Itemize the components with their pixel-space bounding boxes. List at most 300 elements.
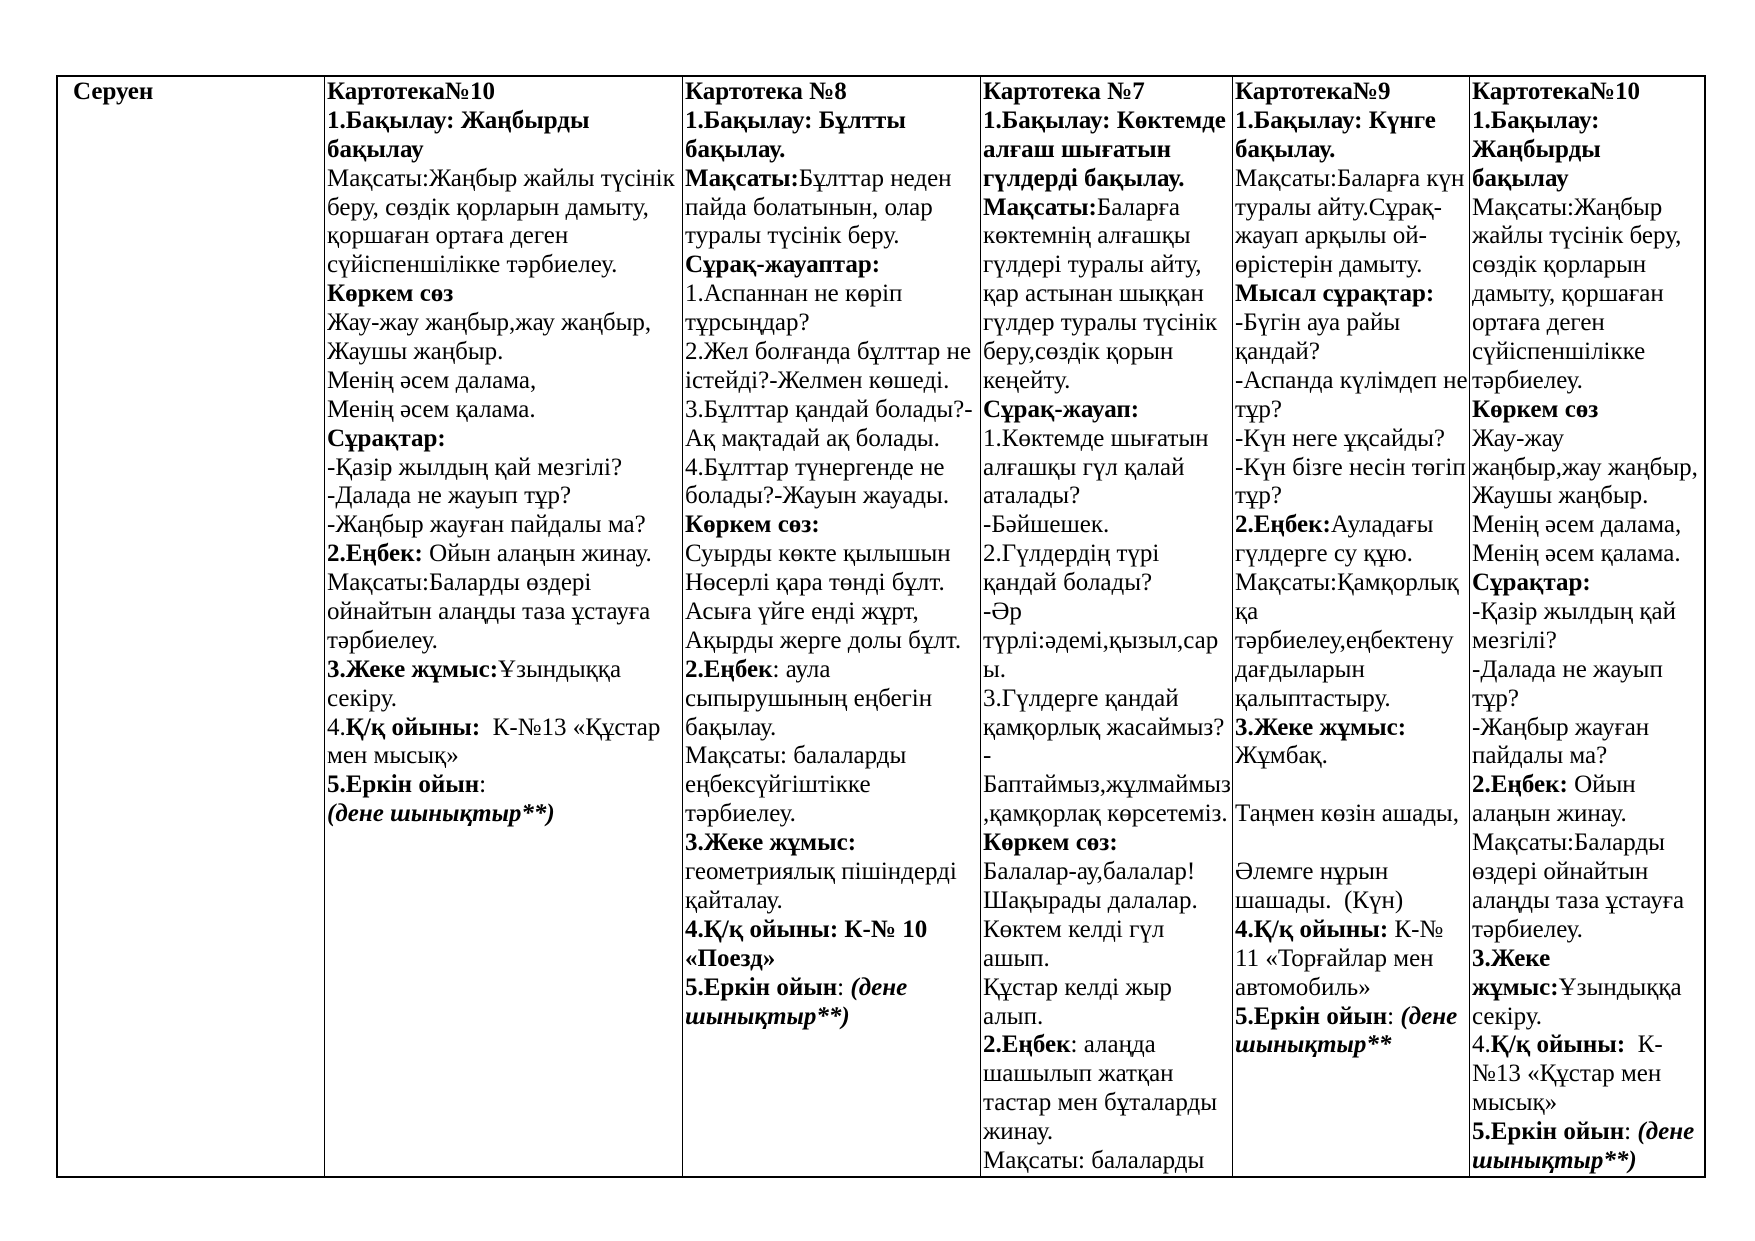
text-line [1472,482,1703,511]
text-run: -Жаңбыр жауған пайдалы ма? [327,511,646,539]
text-line [327,800,681,829]
text-run: Қ/қ ойыны: [345,713,481,741]
text-run: бақылау. [1235,135,1336,163]
text-line [685,511,979,540]
text-line [685,569,979,598]
text-run: тәрбиелеу. [1472,366,1583,394]
text-line [1472,916,1703,945]
text-run: 2.Еңбек: [1235,511,1331,539]
text-line [983,656,1231,685]
text-line [1235,598,1468,627]
text-run: жұмыс: [1472,973,1559,1001]
text-run: 3.Жеке жұмыс: [1235,713,1407,741]
text-line [1472,540,1703,569]
text-line [1472,974,1703,1003]
text-run: қандай болады? [983,569,1153,597]
text-run: тұр? [1472,684,1520,712]
text-line [685,482,979,511]
text-run: Мақсаты: балаларды [685,742,907,770]
text-line [685,136,979,165]
text-run: өздері ойнайтын [1472,858,1649,886]
text-line [685,309,979,338]
text-run: шынықтыр** [1235,1031,1392,1059]
text-line [685,916,979,945]
text-run: К-№ [1388,915,1444,943]
text-run: Жаңбырды [1472,135,1601,163]
text-line [1472,771,1703,800]
text-run: шашады. (Күн) [1235,886,1404,914]
text-run: шынықтыр**) [685,1002,850,1030]
text-run: өрістерін дамыту. [1235,251,1423,279]
text-line [1472,569,1703,598]
text-line [1472,280,1703,309]
text-line [685,107,979,136]
text-run: Менің әсем қалама. [1472,540,1681,568]
text-run: 2.Жел болғанда бұлттар не [685,338,972,366]
text-run: дамыту, қоршаған [1472,280,1664,308]
text-line [1235,194,1468,223]
text-run: жайлы түсінік беру, [1472,222,1682,250]
text-run: Ойын алаңын жинау. [422,540,652,568]
text-run: Ұзындыққа [498,655,622,683]
text-line [1235,945,1468,974]
text-line [1235,425,1468,454]
text-run: -Күн неге ұқсайды? [1235,424,1446,452]
text-run: 5.Еркін ойын [1472,1118,1625,1146]
text-run: Ойын [1567,771,1636,799]
text-run: алаңын жинау. [1472,800,1627,828]
text-run: Нөсерлі қара төнді бұлт. [685,569,945,597]
text-line [1472,338,1703,367]
text-run: тұр? [1235,395,1283,423]
text-line [1472,396,1703,425]
text-line [983,598,1231,627]
text-line [983,482,1231,511]
text-run: -Қазір жылдың қай [1472,598,1676,626]
text-line [1472,1031,1703,1060]
text-run: еңбексүйгіштікке [685,771,871,799]
text-line [1235,1003,1468,1032]
text-line [327,107,681,136]
text-line [327,425,681,454]
text-run: Мақсаты:Жаңбыр [1472,193,1663,221]
text-run: -Қазір жылдың қай мезгілі? [327,453,623,481]
text-run: 2.Гүлдердің түрі [983,540,1160,568]
text-line [983,829,1231,858]
text-run: жинау. [983,1118,1054,1146]
text-run: Ауладағы [1330,511,1434,539]
text-line [1235,78,1468,107]
text-run: секіру. [1472,1002,1543,1030]
text-run: : алаңда [1070,1031,1156,1059]
text-run: гүлдері туралы айту, [983,251,1202,279]
text-run: алып. [983,1002,1044,1030]
text-line [1235,829,1468,858]
text-run: Жау-жау [1472,424,1565,452]
text-run: (дене [1400,1002,1458,1030]
text-run: мен мысық» [327,742,459,770]
text-run: Таңмен көзін ашады, [1235,800,1459,828]
text-line [1235,107,1468,136]
text-run: сөздік қорларын [1472,251,1647,279]
text-run: гүлдер туралы түсінік [983,309,1218,337]
text-run: Көркем сөз: [983,829,1118,857]
text-run: Мақсаты: [685,164,799,192]
text-run: Сұрақтар: [327,424,446,452]
text-run: 3.Бұлттар қандай болады?- [685,395,973,423]
text-run: Мысал сұрақтар: [1235,280,1435,308]
text-line [983,1060,1231,1089]
text-run: 1.Бақылау: Күнге [1235,106,1436,134]
text-line [1472,1118,1703,1147]
text-run: ,қамқорлақ көрсетеміз. [983,800,1228,828]
text-run: шашылып жатқан [983,1060,1174,1088]
text-line [1235,136,1468,165]
text-run: Мақсаты:Баларды өздері [327,569,592,597]
text-line [983,251,1231,280]
text-line [983,280,1231,309]
text-line [327,280,681,309]
text-run: 2.Еңбек: [1472,771,1568,799]
text-line [1472,165,1703,194]
text-run: сыпырушының еңбегін [685,684,933,712]
text-run: бақылау [1472,164,1569,192]
text-run: 2.Еңбек [983,1031,1071,1059]
text-run: Балалар-ау,балалар! [983,858,1196,886]
text-line [1472,1003,1703,1032]
text-run: Бұлттар неден [798,164,952,192]
text-line [1472,136,1703,165]
text-run: Әлемге нұрын [1235,858,1389,886]
text-line [1235,165,1468,194]
text-run: Ұзындыққа [1558,973,1682,1001]
text-line [1235,222,1468,251]
text-run: Баларға [1096,193,1180,221]
text-run: Менің әсем далама, [327,366,537,394]
text-line [327,714,681,743]
text-line [1235,309,1468,338]
text-run: сүйіспеншілікке [1472,338,1646,366]
text-run: 2.Еңбек [685,655,773,683]
schedule-table [56,75,1706,1178]
text-run: «Поезд» [685,944,776,972]
text-line [983,309,1231,338]
text-line [685,945,979,974]
text-run: қамқорлық жасаймыз? [983,713,1225,741]
text-line [983,338,1231,367]
text-line [983,1003,1231,1032]
text-run: көктемнің алғашқы [983,222,1191,250]
text-run: 1.Бақылау: Көктемде [983,106,1226,134]
card-column-4 [1232,77,1469,1176]
text-run: -Аспанда күлімдеп не [1235,366,1468,394]
text-line [1235,974,1468,1003]
text-line [327,194,681,223]
text-line [1472,1089,1703,1118]
text-run: қар астынан шыққан [983,280,1204,308]
text-line [983,887,1231,916]
text-run: Көркем сөз: [685,511,820,539]
text-line [1235,858,1468,887]
card-column-3 [980,77,1232,1176]
text-run: қандай? [1235,338,1320,366]
text-line [685,396,979,425]
text-run: Картотека№9 [1235,78,1391,105]
text-run: Сұрақ-жауаптар: [685,251,881,279]
text-line [983,194,1231,223]
text-run: автомобиль» [1235,973,1371,1001]
text-run: қалыптастыру. [1235,684,1391,712]
text-line [1472,945,1703,974]
text-line [983,165,1231,194]
text-line [983,800,1231,829]
text-line [327,367,681,396]
text-run: ашып. [983,944,1050,972]
text-line [327,627,681,656]
text-run: түрлі:әдемі,қызыл,сар [983,626,1219,654]
text-run: 5.Еркін ойын [685,973,838,1001]
text-line [685,454,979,483]
text-run: алғашқы гүл қалай [983,453,1185,481]
text-line [327,656,681,685]
text-line [327,338,681,367]
text-run: Менің әсем далама, [1472,511,1682,539]
text-run: -Әр [983,598,1022,626]
text-run: Менің әсем қалама. [327,395,536,423]
text-line [983,916,1231,945]
text-line [685,685,979,714]
text-run: -Далада не жауып [1472,655,1663,683]
text-line [1472,656,1703,685]
text-run: 3.Гүлдерге қандай [983,684,1179,712]
text-line [327,482,681,511]
text-line [983,396,1231,425]
text-run: 1.Бақылау: Жаңбырды [327,106,590,134]
text-line [685,338,979,367]
text-line [327,511,681,540]
text-run: 3.Жеке жұмыс: [685,829,857,857]
text-line [1472,742,1703,771]
text-run: бақылау. [685,713,777,741]
text-run: 5.Еркін ойын [327,771,480,799]
text-line [1472,511,1703,540]
text-line [983,107,1231,136]
text-run: 4. [1472,1031,1491,1059]
text-line [327,251,681,280]
text-run: мысық» [1472,1089,1558,1117]
text-line [1472,454,1703,483]
text-line [685,251,979,280]
text-run: : [1387,1002,1401,1030]
text-line [983,454,1231,483]
text-run: пайдалы ма? [1472,742,1608,770]
text-line [1235,627,1468,656]
text-line [983,222,1231,251]
text-line [1235,251,1468,280]
text-run: Суырды көкте қылышын [685,540,951,568]
text-line [1235,338,1468,367]
text-line [327,78,681,107]
text-run: Көктем келді гүл [983,915,1165,943]
text-line [685,656,979,685]
text-run: : [479,771,487,799]
text-run: Мақсаты:Қамқорлық [1235,569,1459,597]
text-run: 4. [327,713,346,741]
text-line [1472,714,1703,743]
text-line [685,714,979,743]
text-line [327,396,681,425]
text-line [327,540,681,569]
text-run: -Далада не жауып тұр? [327,482,572,510]
text-line [685,165,979,194]
text-run: Мақсаты: [983,193,1097,221]
text-run: туралы айту.Сұрақ- [1235,193,1442,221]
text-run: туралы түсінік беру. [685,222,900,250]
text-run: Ақ мақтадай ақ болады. [685,424,940,452]
text-line [327,569,681,598]
text-line [685,858,979,887]
text-run: ы. [983,655,1007,683]
text-line [327,454,681,483]
text-line [1235,569,1468,598]
text-run: №13 «Құстар мен [1472,1060,1662,1088]
text-run: гүлдерге су құю. [1235,540,1413,568]
text-run: : аула [772,655,831,683]
text-run: 11 «Торғайлар мен [1235,944,1434,972]
text-line [685,829,979,858]
text-run: секіру. [327,684,398,712]
text-run: сүйіспеншілікке тәрбиелеу. [327,251,618,279]
text-run: алаңды таза ұстауға [1472,886,1685,914]
text-run: - [983,742,992,770]
text-line [983,858,1231,887]
text-line [685,1003,979,1032]
text-run: Баптаймыз,жұлмаймыз [983,771,1231,799]
text-line [1472,78,1703,107]
text-line [1472,685,1703,714]
text-run: тастар мен бұталарды [983,1089,1218,1117]
text-line [685,367,979,396]
text-run: Жау-жау жаңбыр,жау жаңбыр, [327,309,652,337]
text-run: 4.Бұлттар түнергенде не [685,453,945,481]
text-run: Картотека№10 [327,78,496,105]
text-line [1472,107,1703,136]
text-run: Сұрақтар: [1472,569,1591,597]
text-line [1235,656,1468,685]
text-line [327,771,681,800]
text-run: К-№13 «Құстар [480,713,661,741]
text-line [685,78,979,107]
text-run: 3.Жеке [1472,944,1551,972]
text-run: -Бүгін ауа райы [1235,309,1401,337]
text-run: тәрбиелеу,еңбектену [1235,626,1454,654]
text-run: Құстар келді жыр [983,973,1172,1001]
text-line [1235,396,1468,425]
card-column-5 [1469,77,1704,1176]
text-line [1235,685,1468,714]
text-run: -Жаңбыр жауған [1472,713,1650,741]
text-line [1472,829,1703,858]
text-run: Ақырды жерге долы бұлт. [685,626,962,654]
text-run: тәрбиелеу. [685,800,796,828]
text-line [685,280,979,309]
text-line [1235,482,1468,511]
text-line [1472,425,1703,454]
text-run: 3.Жеке жұмыс: [327,655,499,683]
text-line [685,425,979,454]
text-run: (дене [1637,1118,1695,1146]
text-run: аталады? [983,482,1081,510]
text-line [1235,916,1468,945]
text-line [685,974,979,1003]
text-line [1235,1031,1468,1060]
text-line [983,511,1231,540]
text-line [685,222,979,251]
text-run: Шақырады далалар. [983,886,1198,914]
text-run: Қ/қ ойыны: [1490,1031,1626,1059]
text-line [983,425,1231,454]
text-line [1472,309,1703,338]
text-line [1235,280,1468,309]
text-run: 4.Қ/қ ойыны: К-№ 10 [685,915,928,943]
text-line [983,974,1231,1003]
text-run: К- [1625,1031,1663,1059]
text-line [983,1031,1231,1060]
text-run: 1.Көктемде шығатын [983,424,1209,452]
text-run: кеңейту. [983,366,1071,394]
text-run: алғаш шығатын [983,135,1171,163]
text-line [983,771,1231,800]
card-column-2 [682,77,980,1176]
text-line [1472,800,1703,829]
text-run: геометриялық пішіндерді [685,858,957,886]
text-line [327,742,681,771]
text-run: Жаушы жаңбыр. [1472,482,1649,510]
text-run: 1.Аспаннан не көріп [685,280,903,308]
text-run: мезгілі? [1472,626,1557,654]
text-run: тәрбиелеу. [1472,915,1583,943]
text-line [1472,598,1703,627]
text-run: Мақсаты:Баларды [1472,829,1665,857]
text-line [983,569,1231,598]
text-line [983,714,1231,743]
text-run: Көркем сөз [1472,395,1599,423]
text-run: беру, сөздік қорларын дамыту, [327,193,649,221]
text-run: гүлдерді бақылау. [983,164,1185,192]
text-line [983,136,1231,165]
text-line [327,222,681,251]
text-line [685,742,979,771]
text-run: тұрсыңдар? [685,309,810,337]
text-run: Картотека №8 [685,78,847,105]
text-run: шынықтыр**) [1472,1146,1637,1174]
text-run: Көркем сөз [327,280,454,308]
text-run: Жаушы жаңбыр. [327,338,504,366]
text-run: : [1624,1118,1638,1146]
text-run: Мақсаты:Баларға күн [1235,164,1465,192]
text-run: пайда болатынын, олар [685,193,933,221]
text-line [983,540,1231,569]
text-line [685,627,979,656]
card-column-1 [324,77,682,1176]
text-run: -Бәйшешек. [983,511,1110,539]
text-run: жаңбыр,жау жаңбыр, [1472,453,1698,481]
text-line [1235,367,1468,396]
text-line [983,685,1231,714]
text-line [1235,714,1468,743]
text-run: Сұрақ-жауап: [983,395,1140,423]
text-line [685,598,979,627]
